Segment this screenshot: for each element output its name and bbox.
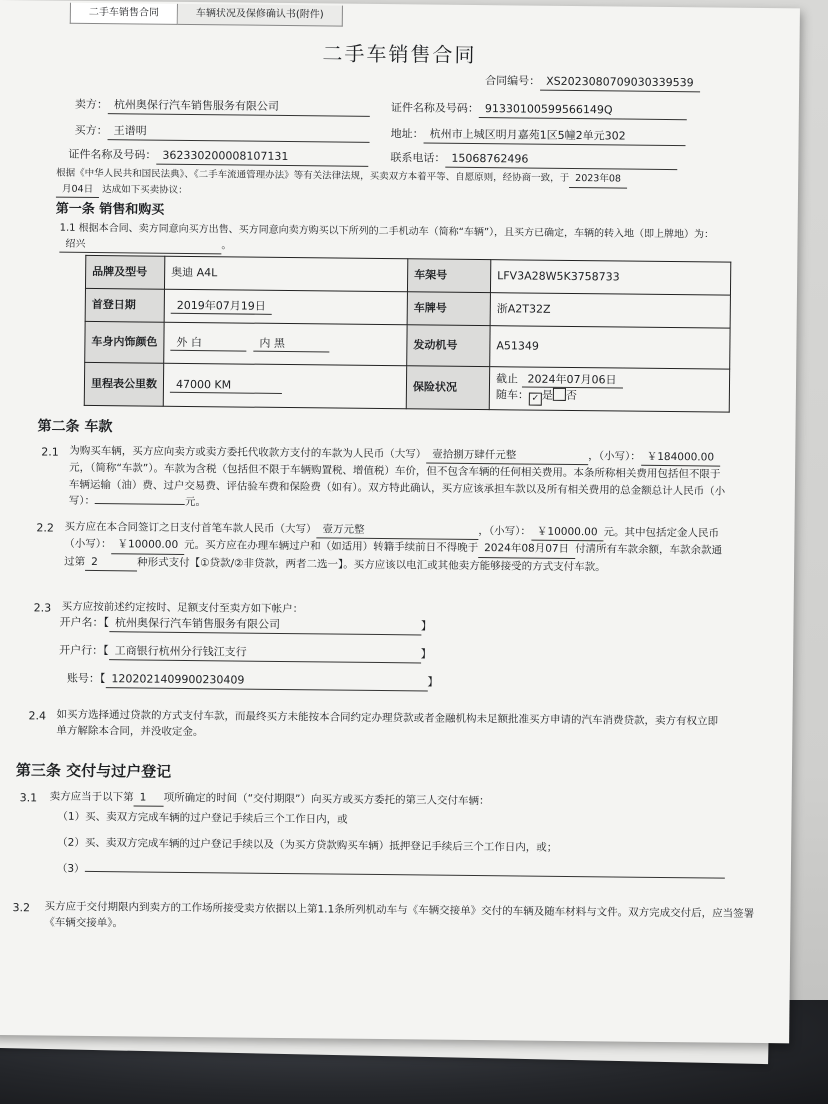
clause-3-2-number: 3.2 xyxy=(12,901,31,915)
article-3-heading: 第三条 交付与过户登记 xyxy=(15,761,172,781)
color-label: 车身内饰颜色 xyxy=(85,321,164,363)
clause-2-1: 为购买车辆，买方应向卖方或卖方委托代收款方支付的车款为人民币（大写） 壹拾捌万肆仟元整 ，（小写）： ￥184000.00元，（简称“车款”）。车款为含税（包括但不限于车辆购置税、增值税）车价，但不包含车辆的任何相关费用。本条所称相关费用包括但不限于车辆运输（油）费、过户交易费、评估验车费和保险费（如有）。双方特此确认，买方应该承担车款以及所有相关费用的总金额总计人民币（小写）： 元。 xyxy=(68,444,726,508)
yes-checkbox[interactable]: ✓ xyxy=(529,393,542,406)
seller-id-field: 证件名称及号码： 91330100599566149Q xyxy=(391,100,687,120)
seller-field: 卖方： 杭州奥保行汽车销售服务有限公司 xyxy=(75,97,370,117)
clause-2-4: 如买方选择通过贷款的方式支付车款，而最终买方未能按本合同约定办理贷款或者金融机构未足额批准买方申请的汽车消费贷款，卖方有权立即单方解除本合同，并没收定金。 xyxy=(56,708,719,739)
clause-3-1-number: 3.1 xyxy=(19,791,38,805)
contract-number: 合同编号： XS2023080709030339539 xyxy=(485,73,700,92)
reg-date-label: 首登日期 xyxy=(85,288,164,322)
insurance-label: 保险状况 xyxy=(406,366,489,410)
insurance-value: 截止 2024年07月06日 随车： ✓ 是 否 xyxy=(489,367,729,413)
clause-3-1-option-3: （3） xyxy=(57,861,757,885)
mileage-value: 47000 KM xyxy=(163,363,406,409)
buyer-id-field: 证件名称及号码： 362330200008107131 xyxy=(68,147,368,167)
account-holder-row: 开户名：【 杭州奥保行汽车销售服务有限公司 】 xyxy=(59,615,432,636)
article-2-heading: 第二条 车款 xyxy=(37,418,113,436)
page-title: 二手车销售合同 xyxy=(322,41,477,67)
engine-value: A51349 xyxy=(490,326,730,370)
account-number-row: 账号：【 1202021409900230409 】 xyxy=(67,671,439,692)
color-value: 外 白 内 黑 xyxy=(164,322,407,366)
clause-2-3-intro: 买方应按前述约定按时、足额支付至卖方如下帐户： xyxy=(61,600,304,616)
clause-2-1-number: 2.1 xyxy=(41,445,59,459)
no-checkbox[interactable] xyxy=(553,388,566,401)
clause-3-1-option-2: （2）买、卖双方完成车辆的过户登记手续以及（为买方贷款购买车辆）抵押登记手续后三个工作日内，或； xyxy=(57,836,558,854)
clause-2-2-number: 2.2 xyxy=(36,521,55,535)
plate-label: 车牌号 xyxy=(407,292,490,326)
article-1-heading: 第一条 销售和购买 xyxy=(55,201,165,218)
vin-value: LFV3A28W5K3758733 xyxy=(490,260,730,296)
tab-contract[interactable]: 二手车销售合同 xyxy=(70,3,178,25)
mileage-label: 里程表公里数 xyxy=(84,362,163,406)
clause-1-1: 1.1 根据本合同、卖方同意向买方出售、买方同意向卖方购买以下所列的二手机动车（简称“车辆”），且买方已确定，车辆的转入地（即上牌地）为：绍兴 。 xyxy=(59,221,735,260)
clause-3-1-option-1: （1）买、卖双方完成车辆的过户登记手续后三个工作日内，或 xyxy=(57,810,348,826)
clause-3-2: 买方应于交付期限内到卖方的工作场所接受卖方依据以上第1.1条所列机动车与《车辆交接单》交付的车辆及随车材料与文件。双方完成交付后，应当签署《车辆交接单》。 xyxy=(44,900,755,930)
buyer-field: 买方： 王谱明 xyxy=(75,123,370,143)
brand-label: 品牌及型号 xyxy=(85,255,164,289)
vehicle-info-table xyxy=(84,255,732,413)
buyer-address-field: 地址： 杭州市上城区明月嘉苑1区5幢2单元302 xyxy=(391,126,686,146)
clause-2-4-number: 2.4 xyxy=(28,709,47,723)
clause-2-2: 买方应在本合同签订之日支付首笔车款人民币（大写） 壹万元整 ，（小写）： ￥10000.00 元。其中包括定金人民币（小写）： ￥10000.00 元。买方应在办理车辆过户和（如适用）转籍手续前日不得晚于 2024年08月07日 付清所有车款余额，车款余款通过第 2 种形式支付【①贷款/②非贷款，两者二选一】。买方应该以电汇或其他卖方能够接受的方式支付车款。 xyxy=(64,520,723,573)
bank-row: 开户行：【 工商银行杭州分行钱江支行 】 xyxy=(59,643,432,664)
plate-value: 浙A2T32Z xyxy=(490,293,730,329)
reg-date-value: 2019年07月19日 xyxy=(164,289,407,325)
tab-attachment[interactable]: 车辆状况及保修确认书(附件) xyxy=(178,4,343,27)
tab-bar xyxy=(70,3,343,27)
preamble: 根据《中华人民共和国民法典》、《二手车流通管理办法》等有关法律法规，买卖双方本着平等、自愿原则，经协商一致，于 2023年08 月04日 达成如下买卖协议： xyxy=(56,167,716,205)
engine-label: 发动机号 xyxy=(407,325,490,367)
buyer-phone-field: 联系电话： 15068762496 xyxy=(390,150,677,170)
brand-value: 奥迪 A4L xyxy=(164,256,407,292)
clause-3-1: 卖方应当于以下第 1 项所确定的时间（“交付期限”）向买方或买方委托的第三人交付车辆： xyxy=(49,790,490,808)
vin-label: 车架号 xyxy=(407,259,490,293)
clause-2-3-number: 2.3 xyxy=(33,601,52,615)
